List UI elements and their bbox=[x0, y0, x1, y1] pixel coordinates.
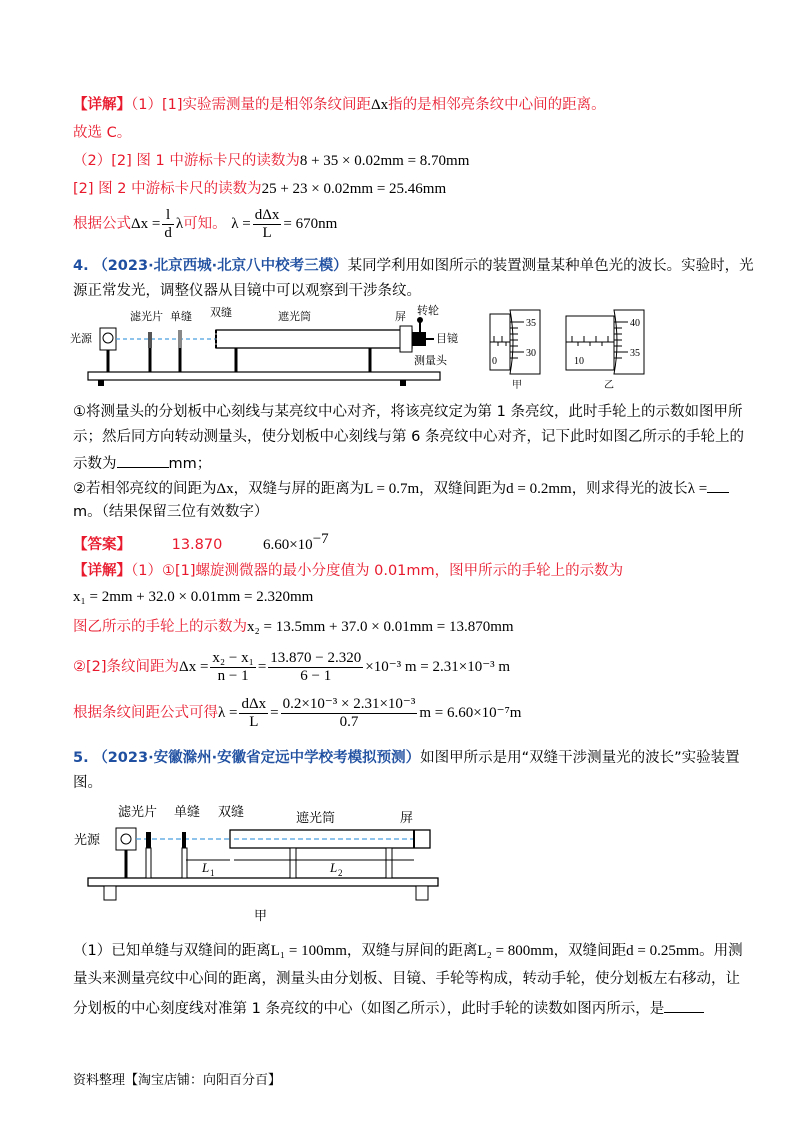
label-screen: 屏 bbox=[395, 310, 406, 323]
q4-detail-line1 bbox=[73, 560, 623, 582]
formula: 25 + 23 × 0.02mm = 25.46mm bbox=[261, 181, 447, 197]
formula: λ = bbox=[218, 705, 238, 721]
caption-jia: 甲 bbox=[254, 909, 268, 924]
q4-stem-line2 bbox=[73, 280, 421, 302]
question-text: （1）已知单缝与双缝间的距离 bbox=[73, 943, 271, 959]
fraction: $\frac{\text{dΔx}}{L}$ bbox=[241, 695, 267, 730]
detail-text: 根据条纹间距公式可得 bbox=[73, 705, 218, 721]
label-tube: 遮光筒 bbox=[278, 310, 311, 323]
q4-detail-line3 bbox=[73, 616, 514, 638]
detail-text: 指的是相邻亮条纹中心间的距离。 bbox=[388, 97, 606, 113]
label-single-slit: 单缝 bbox=[174, 805, 201, 820]
q4-part1-line1 bbox=[73, 401, 742, 423]
label-filter: 滤光片 bbox=[130, 310, 163, 323]
question-text: ，双缝间距为 bbox=[419, 481, 507, 497]
formula: d = 0.2mm bbox=[506, 481, 572, 497]
label-L1: L bbox=[202, 860, 210, 875]
question-text: m。（结果保留三位有效数字） bbox=[73, 504, 269, 520]
question-text: 源正常发光，调整仪器从目镜中可以观察到干涉条纹。 bbox=[73, 283, 421, 299]
q5-part1-line2 bbox=[73, 968, 740, 990]
q4-detail-line2 bbox=[73, 586, 313, 608]
question-number: 5. bbox=[73, 750, 89, 766]
question-text: ，双缝间距 bbox=[553, 943, 627, 959]
caption-jia: 甲 bbox=[512, 380, 522, 390]
formula: L = 0.7m bbox=[364, 481, 420, 497]
q3-detail-line3 bbox=[73, 150, 469, 172]
question-text: ，则求得光的波长 bbox=[571, 481, 688, 497]
answer-tag: 【答案】 bbox=[73, 536, 131, 553]
formula: λ bbox=[175, 216, 184, 232]
question-text: ①将测量头的分划板中心刻线与某亮纹中心对齐，将该亮纹定为第 1 条亮纹，此时手轮上的示数如图甲所 bbox=[73, 404, 743, 420]
label-filter: 滤光片 bbox=[118, 805, 158, 820]
answer-blank bbox=[707, 476, 729, 493]
question-text: 某同学利用如图所示的装置测量某种单色光的波长。实验时，光 bbox=[347, 258, 754, 274]
formula: λ = bbox=[687, 481, 708, 497]
choice-text: 故选 C。 bbox=[73, 125, 132, 141]
formula: = bbox=[257, 659, 267, 675]
q4-detail-line5 bbox=[73, 694, 521, 732]
mic-tick-40: 40 bbox=[630, 318, 640, 329]
formula: x₁ = 2mm + 32.0 × 0.01mm = 2.320mm bbox=[73, 589, 314, 605]
label-source: 光源 bbox=[74, 833, 101, 848]
mic-tick-10: 10 bbox=[574, 356, 584, 367]
q4-stem-line1 bbox=[73, 255, 754, 277]
detail-text: （2）[2] 图 1 中游标卡尺的读数为 bbox=[73, 153, 300, 169]
mic-tick-35: 35 bbox=[526, 318, 536, 329]
formula: d = 0.25mm bbox=[626, 943, 700, 959]
fraction: $\frac{13.870 - 2.320}{6 - 1}$ bbox=[270, 649, 362, 684]
question-text: mm； bbox=[168, 456, 212, 472]
q4-part2-line1 bbox=[73, 476, 729, 500]
q3-detail-line4 bbox=[73, 178, 446, 200]
detail-text: 根据公式 bbox=[73, 216, 131, 232]
fraction: $\frac{\text{dΔx}}{L}$ bbox=[254, 206, 280, 241]
question-source: （2023·安徽滁州·安徽省定远中学校考模拟预测） bbox=[93, 750, 421, 766]
q5-stem-line2 bbox=[73, 772, 102, 794]
question-text: 量头来测量亮纹中心间的距离，测量头由分划板、目镜、手轮等构成，转动手轮，使分划板左右移动，让 bbox=[73, 971, 740, 987]
question-text: 如图甲所示是用“双缝干涉测量光的波长”实验装置 bbox=[420, 750, 740, 766]
q5-part1-line1 bbox=[73, 940, 743, 962]
q3-detail-line5 bbox=[73, 206, 337, 242]
formula: λ = bbox=[231, 216, 251, 232]
q5-part1-line3 bbox=[73, 996, 704, 1020]
question-text: 图。 bbox=[73, 775, 102, 791]
detail-text: ②[2]条纹间距为 bbox=[73, 659, 180, 675]
label-eyepiece: 目镜 bbox=[436, 332, 458, 345]
question-text: 。用测 bbox=[699, 943, 743, 959]
q5-stem-line1 bbox=[73, 747, 740, 769]
q4-part2-line2 bbox=[73, 501, 268, 523]
formula: 8 + 35 × 0.02mm = 8.70mm bbox=[299, 153, 470, 169]
answer-blank bbox=[664, 996, 704, 1013]
fraction: $\frac{l}{d}$ bbox=[164, 206, 172, 241]
label-tube: 遮光筒 bbox=[296, 811, 336, 826]
question-text: ，双缝与屏的距离为 bbox=[233, 481, 365, 497]
label-screen: 屏 bbox=[400, 811, 414, 826]
footer-text: 资料整理【淘宝店铺：向阳百分百】 bbox=[73, 1073, 282, 1088]
formula: L₁ = 100mm bbox=[270, 943, 347, 959]
delta-x-symbol: Δx bbox=[371, 97, 389, 113]
formula: = bbox=[270, 705, 279, 721]
micrometer-jia bbox=[488, 308, 556, 390]
mic-tick-0: 0 bbox=[492, 356, 497, 367]
micrometer-yi bbox=[564, 308, 654, 390]
detail-text: （1）[1]实验需测量的是相邻条纹间距 bbox=[131, 97, 372, 113]
answer-value: 13.870 bbox=[171, 536, 223, 553]
label-L2-sub: 2 bbox=[338, 868, 343, 878]
q3-detail-line1 bbox=[73, 94, 606, 116]
label-source: 光源 bbox=[70, 332, 92, 345]
label-L2: L bbox=[330, 860, 338, 875]
formula: m = 6.60×10⁻⁷m bbox=[419, 705, 522, 721]
detail-text: （1）①[1]螺旋测微器的最小分度值为 0.01mm，图甲所示的手轮上的示数为 bbox=[131, 563, 624, 579]
fraction: $\frac{\text{0.2×10⁻³ × 2.31×10⁻³}}{0.7}$ bbox=[282, 695, 416, 730]
fraction: $\frac{\text{x₂ − x₁}}{n - 1}$ bbox=[212, 649, 254, 684]
label-double-slit: 双缝 bbox=[218, 805, 245, 820]
question-text: 分划板的中心刻度线对准第 1 条亮纹的中心（如图乙所示），此时手轮的读数如图丙所示，是 bbox=[73, 1001, 665, 1017]
caption-yi: 乙 bbox=[604, 380, 614, 390]
answer-blank bbox=[117, 451, 169, 468]
label-wheel: 转轮 bbox=[417, 304, 439, 317]
question-source: （2023·北京西城·北京八中校考三模） bbox=[93, 258, 348, 274]
question-text: 示；然后同方向转动测量头，使分划板中心刻线与第 6 条亮纹中心对齐，记下此时如图乙所示的手轮上的 bbox=[73, 429, 744, 445]
formula: = 670nm bbox=[283, 216, 338, 232]
question-text: ②若相邻亮纹的间距为 bbox=[73, 481, 217, 497]
q3-detail-line2 bbox=[73, 122, 131, 144]
detail-text: 可知。 bbox=[183, 216, 227, 232]
question-text: 示数为 bbox=[73, 456, 117, 472]
detail-text: [2] 图 2 中游标卡尺的读数为 bbox=[73, 181, 262, 197]
detail-tag: 【详解】 bbox=[73, 97, 131, 113]
formula: Δx = bbox=[179, 659, 209, 675]
formula: ×10⁻³ m = 2.31×10⁻³ m bbox=[365, 659, 511, 675]
q5-apparatus-figure bbox=[74, 800, 444, 924]
label-single-slit: 单缝 bbox=[170, 310, 192, 323]
formula: Δx = bbox=[131, 216, 161, 232]
question-number: 4. bbox=[73, 258, 89, 274]
formula: x₂ = 13.5mm + 37.0 × 0.01mm = 13.870mm bbox=[247, 619, 514, 635]
label-measuring-head: 测量头 bbox=[414, 354, 447, 367]
mic-tick-35: 35 bbox=[630, 348, 640, 359]
answer-exponent: −7 bbox=[312, 531, 329, 547]
q4-answer-line bbox=[73, 528, 329, 556]
answer-value: 6.60×10 bbox=[262, 536, 313, 553]
mic-tick-30: 30 bbox=[526, 348, 536, 359]
question-text: ，双缝与屏间的距离 bbox=[346, 943, 478, 959]
detail-text: 图乙所示的手轮上的示数为 bbox=[73, 619, 247, 635]
q4-part1-line3 bbox=[73, 451, 211, 475]
q4-detail-line4 bbox=[73, 648, 510, 686]
q4-part1-line2 bbox=[73, 426, 744, 448]
label-L1-sub: 1 bbox=[210, 868, 215, 878]
footer bbox=[73, 1070, 281, 1092]
formula: Δx bbox=[216, 481, 234, 497]
label-double-slit: 双缝 bbox=[210, 306, 232, 319]
detail-tag: 【详解】 bbox=[73, 563, 131, 579]
q4-apparatus-figure bbox=[70, 302, 470, 388]
formula: L₂ = 800mm bbox=[477, 943, 554, 959]
